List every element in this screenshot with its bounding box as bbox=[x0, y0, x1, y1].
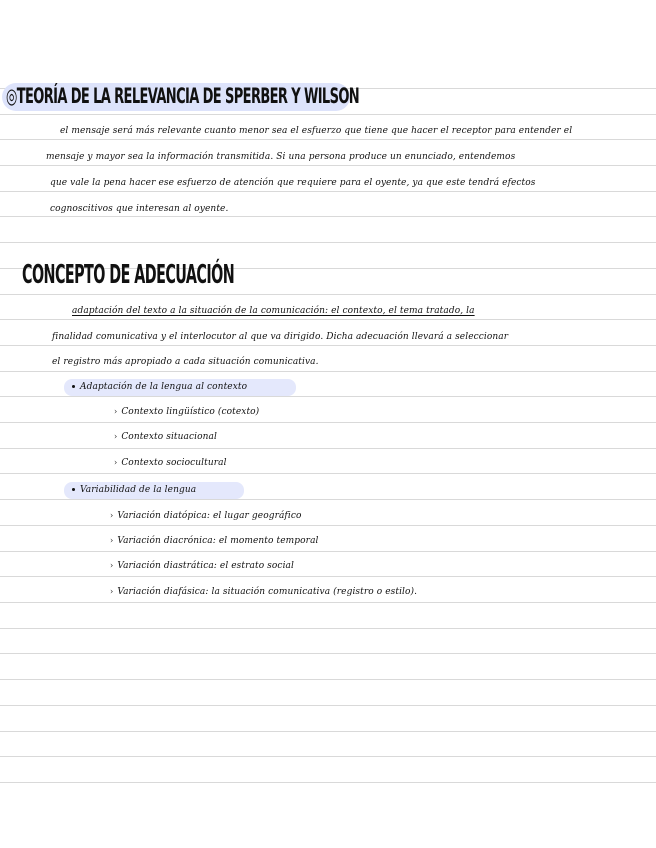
bullet-icon bbox=[72, 488, 75, 491]
paragraph-line: el mensaje será más relevante cuanto menor sea el esfuerzo que tiene que hacer el receptor para entender el bbox=[60, 126, 573, 136]
arrow-icon: › bbox=[110, 536, 114, 545]
list-item bbox=[110, 587, 417, 597]
list-item-text: Variación diastrática: el estrato social bbox=[117, 561, 294, 571]
definition-line: el registro más apropiado a cada situación comunicativa. bbox=[52, 357, 319, 367]
list-item-text: Variación diafásica: la situación comunicativa (registro o estilo). bbox=[117, 587, 418, 597]
group-heading bbox=[72, 485, 196, 495]
paragraph-line: que vale la pena hacer ese esfuerzo de atención que requiere para el oyente, ya que este tendrá efectos bbox=[50, 178, 536, 188]
list-item-text: Variación diacrónica: el momento temporal bbox=[117, 536, 319, 546]
list-item bbox=[110, 536, 319, 546]
list-item bbox=[110, 561, 294, 571]
list-item bbox=[114, 458, 227, 468]
list-item-text: Contexto lingüístico (cotexto) bbox=[121, 407, 260, 417]
definition-line bbox=[52, 332, 508, 342]
list-item-text: Variación diatópica: el lugar geográfico bbox=[117, 511, 302, 521]
arrow-icon: › bbox=[110, 561, 114, 570]
definition-line-text: finalidad comunicativa y el interlocutor al que va dirigido. Dicha adecuación llevará a seleccionar bbox=[52, 332, 509, 342]
list-item-text: Contexto sociocultural bbox=[121, 458, 227, 468]
section1-title bbox=[6, 84, 359, 108]
arrow-icon: › bbox=[114, 407, 118, 416]
arrow-icon: › bbox=[110, 587, 114, 596]
section2-title: CONCEPTO DE ADECUACIÓN bbox=[22, 260, 235, 290]
group-heading-text: Variabilidad de la lengua bbox=[80, 485, 197, 495]
paragraph-line: mensaje y mayor sea la información transmitida. Si una persona produce un enunciado, entendemos bbox=[46, 152, 516, 162]
list-item bbox=[110, 511, 302, 521]
arrow-icon: › bbox=[114, 458, 118, 467]
list-item bbox=[114, 407, 259, 417]
list-item-text: Contexto situacional bbox=[121, 432, 217, 442]
arrow-icon: › bbox=[114, 432, 118, 441]
list-item bbox=[114, 432, 217, 442]
group-heading bbox=[72, 382, 247, 392]
arrow-icon: › bbox=[110, 511, 114, 520]
paragraph-line: cognoscitivos que interesan al oyente. bbox=[50, 204, 229, 214]
bullet-icon bbox=[72, 385, 75, 388]
group-heading-text: Adaptación de la lengua al contexto bbox=[80, 382, 248, 392]
definition-line: adaptación del texto a la situación de la comunicación: el contexto, el tema tratado, la bbox=[72, 306, 475, 316]
section1-title-text: TEORÍA DE LA RELEVANCIA DE SPERBER Y WILSON bbox=[16, 84, 360, 108]
circle-icon: ◎ bbox=[6, 84, 17, 108]
